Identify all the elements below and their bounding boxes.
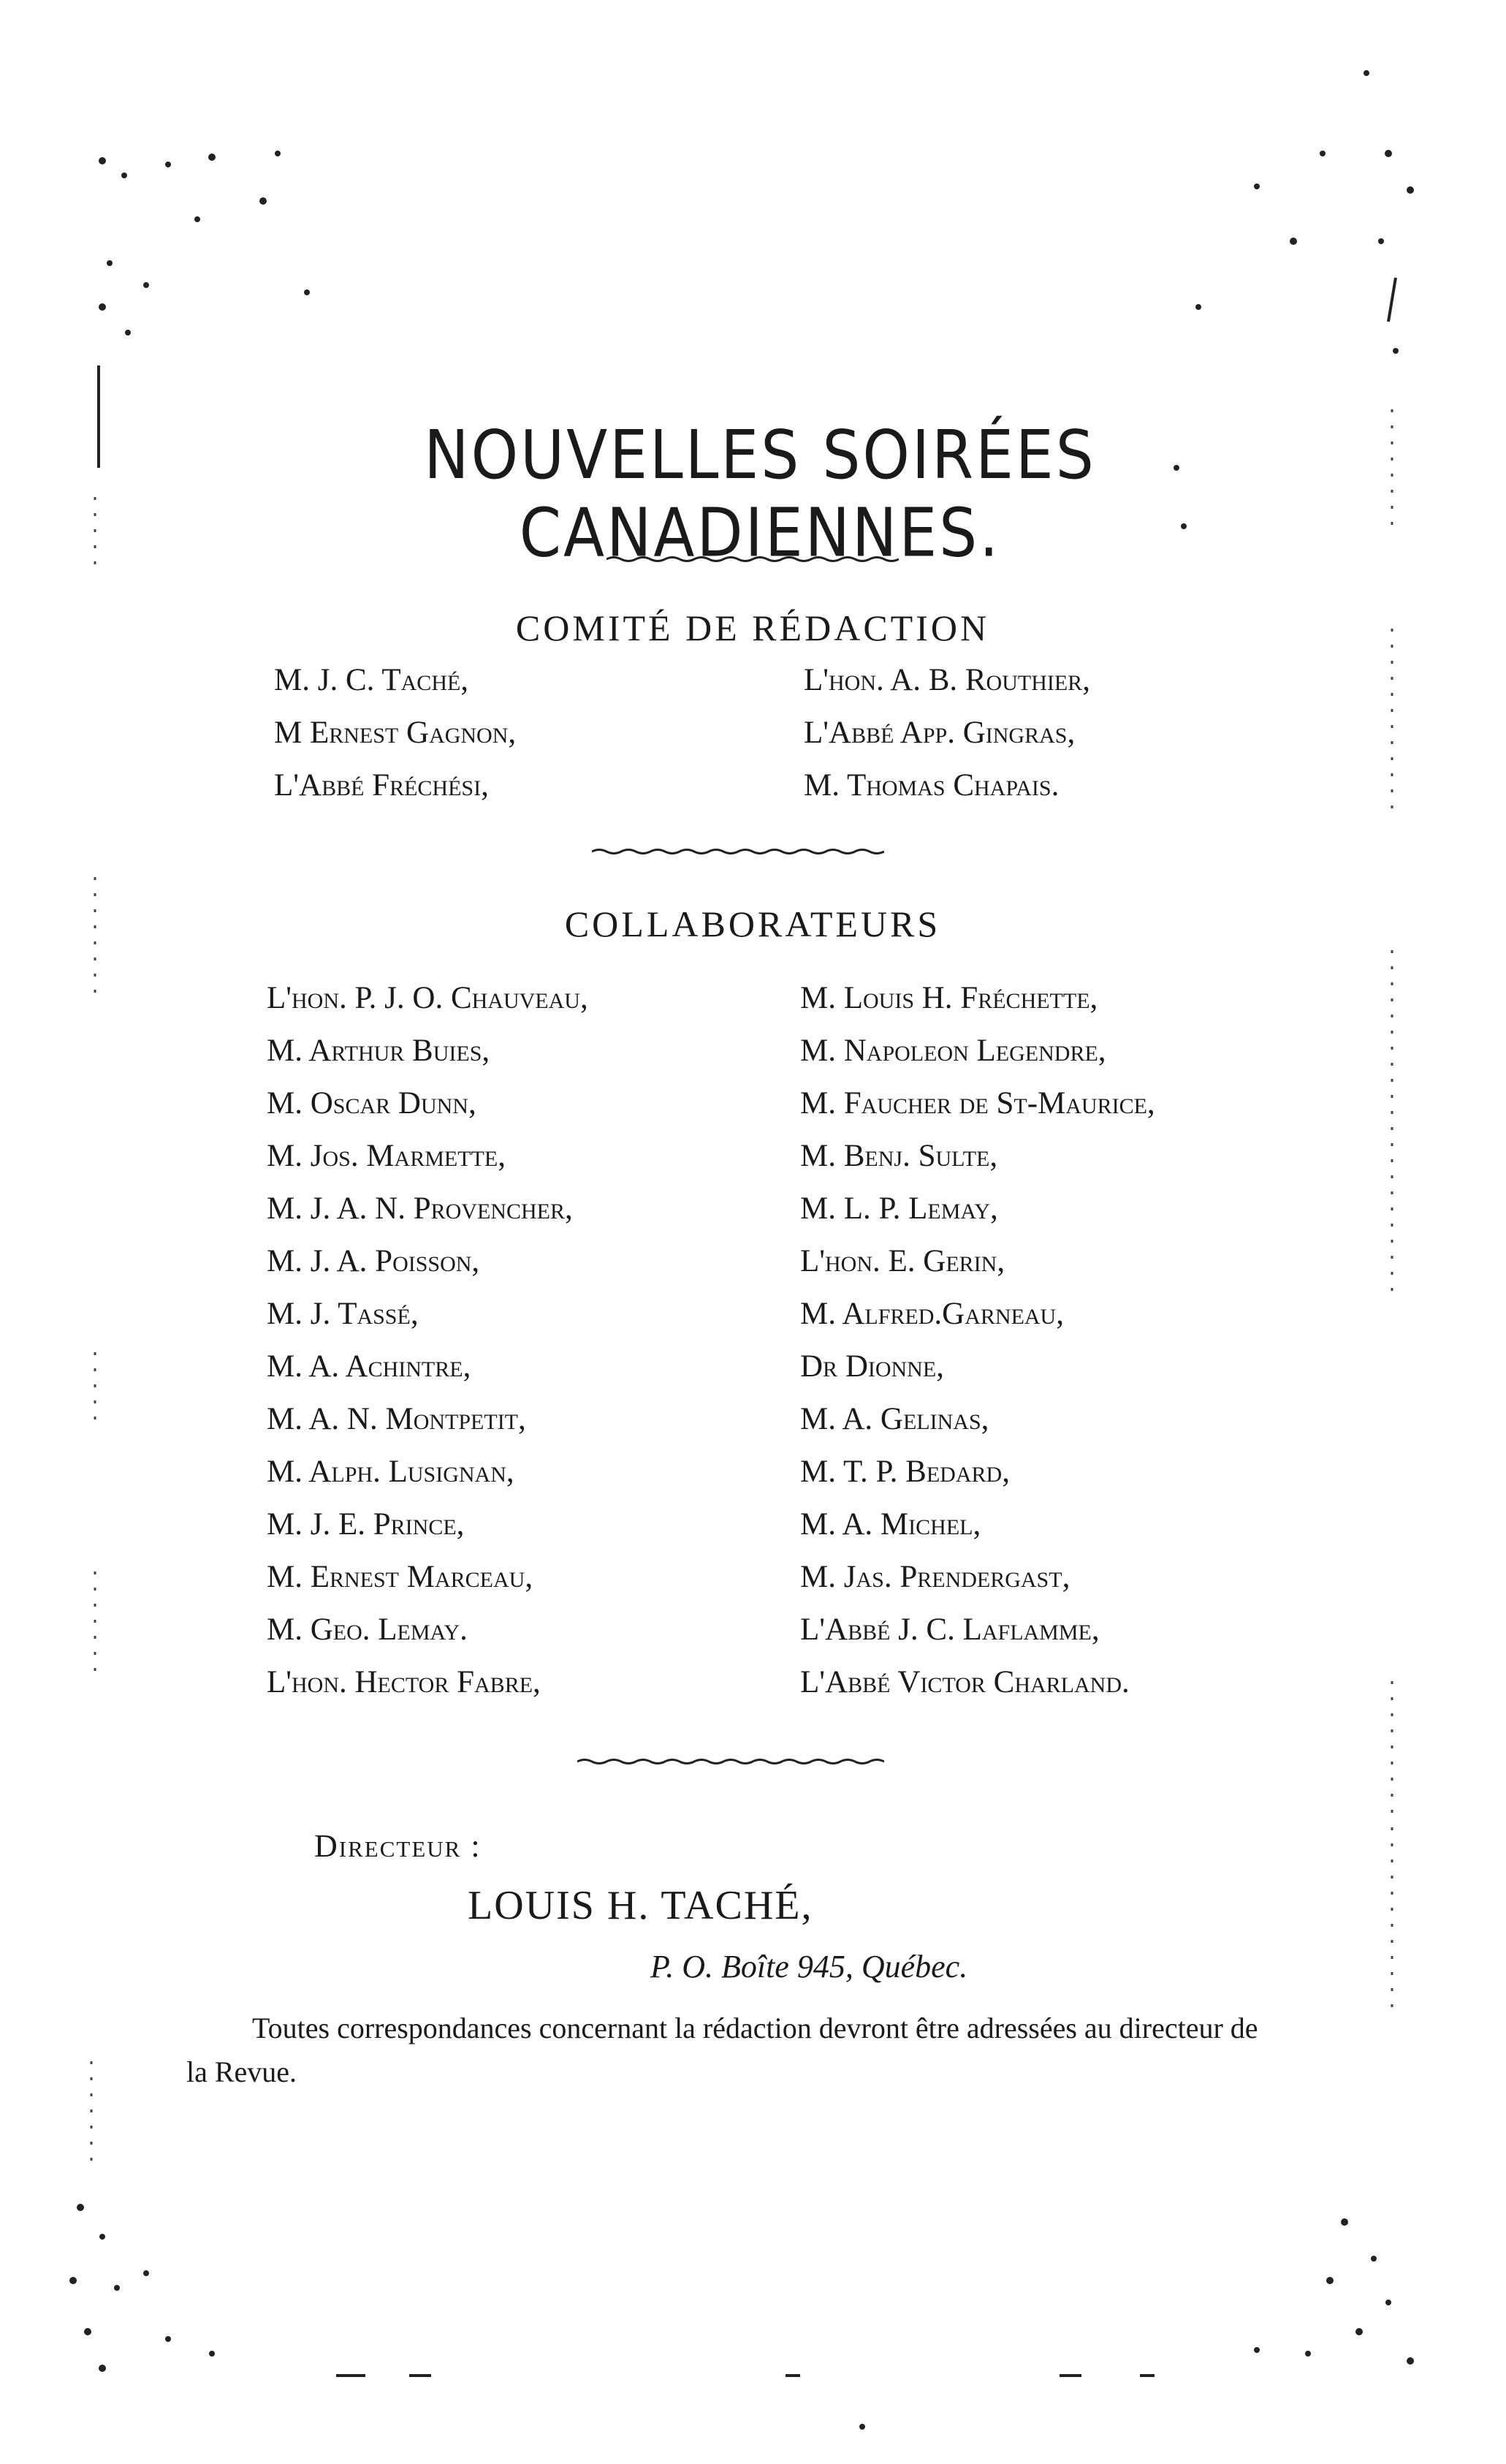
collaborator: M. Benj. Sulte, xyxy=(800,1139,998,1173)
director-name: LOUIS H. TACHÉ, xyxy=(468,1883,813,1928)
collaborators-right-column xyxy=(800,972,1155,1709)
collaborator: L'hon. E. Gerin, xyxy=(800,1244,1005,1278)
collaborator: M. A. Gelinas, xyxy=(800,1402,989,1436)
collaborator: M. J. Tassé, xyxy=(267,1297,419,1331)
committee-member: M Ernest Gagnon, xyxy=(274,716,517,750)
collaborator: M. L. P. Lemay, xyxy=(800,1191,998,1226)
ornamental-rule xyxy=(577,1758,884,1765)
collaborator: L'hon. P. J. O. Chauveau, xyxy=(267,981,588,1015)
committee-right-column xyxy=(804,654,1090,812)
collaborator: M. A. Michel, xyxy=(800,1507,981,1542)
collaborator: M. A. N. Montpetit, xyxy=(267,1402,526,1436)
collaborator: L'Abbé Victor Charland. xyxy=(800,1665,1130,1699)
ornamental-rule xyxy=(592,848,884,855)
collaborator: M. Jas. Prendergast, xyxy=(800,1560,1070,1594)
committee-heading: COMITÉ DE RÉDACTION xyxy=(515,607,990,648)
collaborator: M. Faucher de St-Maurice, xyxy=(800,1086,1155,1121)
collaborator: M. Jos. Marmette, xyxy=(267,1139,506,1173)
collaborator: M. Arthur Buies, xyxy=(267,1034,490,1068)
collaborator: M. Oscar Dunn, xyxy=(267,1086,476,1121)
collaborators-heading: COLLABORATEURS xyxy=(564,903,941,944)
collaborator: M. Alph. Lusignan, xyxy=(267,1455,514,1489)
director-label: Directeur : xyxy=(314,1828,482,1864)
collaborator: L'Abbé J. C. Laflamme, xyxy=(800,1612,1100,1647)
committee-member: M. Thomas Chapais. xyxy=(804,768,1060,803)
committee-member: L'hon. A. B. Routhier, xyxy=(804,663,1090,697)
journal-title: NOUVELLES SOIRÉES CANADIENNES. xyxy=(424,417,1096,572)
collaborator: L'hon. Hector Fabre, xyxy=(267,1665,541,1699)
committee-left-column xyxy=(274,654,516,812)
collaborator: M. Ernest Marceau, xyxy=(267,1560,533,1594)
collaborator: M. A. Achintre, xyxy=(267,1349,471,1384)
committee-member: M. J. C. Taché, xyxy=(274,663,469,697)
postal-address: P. O. Boîte 945, Québec. xyxy=(650,1949,968,1985)
collaborator: M. J. A. N. Provencher, xyxy=(267,1191,573,1226)
collaborator: M. T. P. Bedard, xyxy=(800,1455,1010,1489)
correspondence-note: Toutes correspondances concernant la rédaction devront être adressées au directeur de la Revue. xyxy=(186,2012,1258,2088)
committee-member: L'Abbé App. Gingras, xyxy=(804,716,1076,750)
collaborator: M. Geo. Lemay. xyxy=(267,1612,468,1647)
ornamental-rule xyxy=(606,556,899,563)
committee-member: L'Abbé Fréchési, xyxy=(274,768,489,803)
collaborator: M. Alfred.Garneau, xyxy=(800,1297,1064,1331)
collaborator: M. Louis H. Fréchette, xyxy=(800,981,1098,1015)
collaborator: M. Napoleon Legendre, xyxy=(800,1034,1106,1068)
collaborator: M. J. A. Poisson, xyxy=(267,1244,480,1278)
collaborators-left-column xyxy=(267,972,588,1709)
collaborator: Dr Dionne, xyxy=(800,1349,944,1384)
collaborator: M. J. E. Prince, xyxy=(267,1507,465,1542)
